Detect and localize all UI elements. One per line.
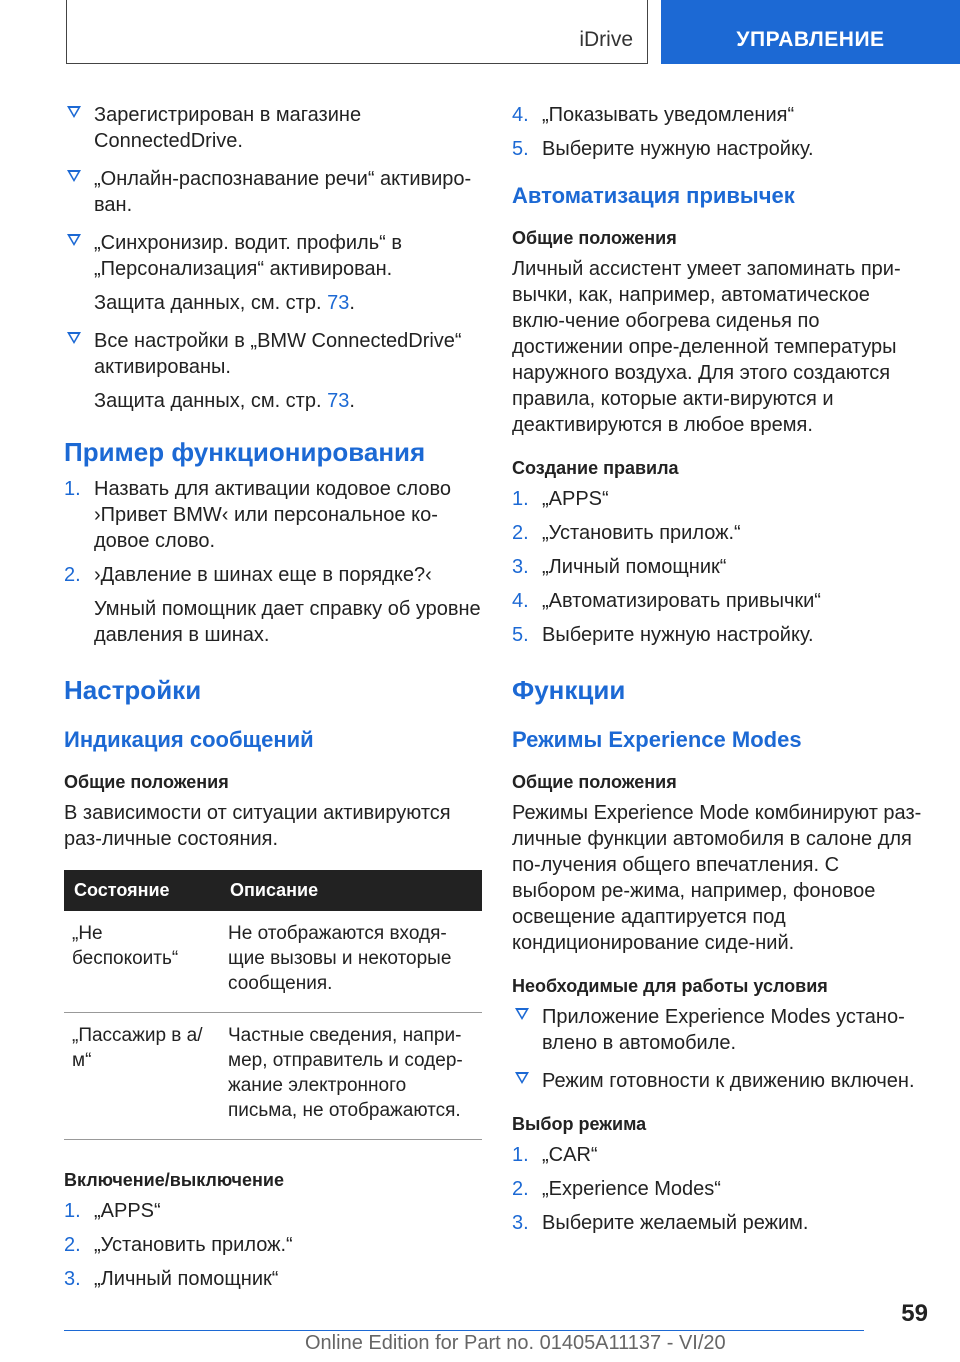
- numbered-step: 2. ›Давление в шинах еще в порядке?‹: [64, 564, 432, 586]
- list-item: „Онлайн-распознавание речи“ активиро-ван.: [64, 166, 482, 218]
- heading-general: Общие положения: [512, 772, 677, 792]
- table-cell: Не отображаются входя-щие вызовы и некоторые сообщения.: [220, 911, 482, 1013]
- triangle-bullet-icon: [515, 1072, 529, 1084]
- triangle-bullet-icon: [67, 332, 81, 344]
- heading-requirements: Необходимые для работы условия: [512, 976, 828, 996]
- triangle-bullet-icon: [67, 170, 81, 182]
- subsection-heading-modes: Режимы Experience Modes: [512, 727, 802, 752]
- table-cell: „Пассажир в а/м“: [64, 1013, 220, 1140]
- subsection-heading-messages: Индикация сообщений: [64, 727, 314, 752]
- heading-mode-select: Выбор режима: [512, 1114, 647, 1134]
- numbered-step: 4. „Показывать уведомления“: [512, 104, 795, 126]
- section-heading-example: Пример функционирования: [64, 437, 426, 467]
- page-number: 59: [901, 1300, 928, 1327]
- numbered-step: 5. Выберите нужную настройку.: [512, 624, 814, 646]
- list-item: Приложение Experience Modes устано-влено в автомобиле.: [512, 1004, 928, 1056]
- heading-general: Общие положения: [512, 228, 677, 248]
- cross-reference: Защита данных, см. стр. 73.: [94, 390, 355, 412]
- numbered-step: 4. „Автоматизировать привычки“: [512, 590, 821, 612]
- table-cell: „Не беспокоить“: [64, 911, 220, 1013]
- header-section-label: iDrive: [579, 28, 633, 51]
- numbered-step: 1. „CAR“: [512, 1144, 598, 1166]
- numbered-step: 2. „Установить прилож.“: [512, 522, 741, 544]
- page-link[interactable]: 73: [327, 390, 350, 412]
- numbered-step: 1. „APPS“: [64, 1200, 161, 1222]
- paragraph: Личный ассистент умеет запоминать при-вычки, как, например, автоматическое вклю-чение обогрева сиденья по достижении опре-деленной температуры наружного воздуха. Для этого создаются правила, которые акти-вируются и деактивируются в любое время.: [512, 258, 901, 436]
- numbered-step: 1. „APPS“: [512, 488, 609, 510]
- numbered-step: 3. „Личный помощник“: [64, 1268, 279, 1290]
- triangle-bullet-icon: [515, 1008, 529, 1020]
- left-column: [64, 102, 482, 1300]
- page-link[interactable]: 73: [327, 292, 350, 314]
- header-box: [66, 0, 648, 64]
- list-item: Режим готовности к движению включен.: [512, 1068, 928, 1094]
- heading-general: Общие положения: [64, 772, 229, 792]
- table-cell: Частные сведения, напри-мер, отправитель и содер-жание электронного письма, не отображаются.: [220, 1013, 482, 1140]
- header-chapter-tab: УПРАВЛЕНИЕ: [661, 0, 960, 64]
- triangle-bullet-icon: [67, 106, 81, 118]
- section-heading-functions: Функции: [512, 675, 626, 705]
- list-item: Все настройки в „BMW ConnectedDrive“ активированы.: [64, 328, 482, 380]
- list-item: Зарегистрирован в магазине ConnectedDrive.: [64, 102, 482, 154]
- subsection-heading-habits: Автоматизация привычек: [512, 183, 795, 208]
- table-row: [64, 1013, 482, 1140]
- list-item: „Синхронизир. водит. профиль“ в „Персонализация“ активирован.: [64, 230, 482, 282]
- numbered-step: 2. „Установить прилож.“: [64, 1234, 293, 1256]
- numbered-step: 2. „Experience Modes“: [512, 1178, 721, 1200]
- paragraph: Режимы Experience Mode комбинируют раз-личные функции автомобиля в салоне для по-лучения общего впечатления. С выбором ре-жима, например, фоновое освещение адаптируется под кондиционирование сиде-ний.: [512, 802, 922, 954]
- footer-divider: [64, 1330, 864, 1331]
- table-header: Описание: [220, 870, 482, 911]
- numbered-step: 3. Выберите желаемый режим.: [512, 1212, 809, 1234]
- states-table: [64, 870, 482, 1140]
- numbered-step: 5. Выберите нужную настройку.: [512, 138, 814, 160]
- heading-create-rule: Создание правила: [512, 458, 679, 478]
- table-row: [64, 911, 482, 1013]
- numbered-step: 3. „Личный помощник“: [512, 556, 727, 578]
- triangle-bullet-icon: [67, 234, 81, 246]
- section-heading-settings: Настройки: [64, 675, 202, 705]
- heading-onoff: Включение/выключение: [64, 1170, 284, 1190]
- paragraph: В зависимости от ситуации активируются раз-личные состояния.: [64, 802, 451, 850]
- cross-reference: Защита данных, см. стр. 73.: [94, 292, 355, 314]
- footer-edition-text: Online Edition for Part no. 01405A11137 - VI/20: [305, 1332, 726, 1354]
- step-note: Умный помощник дает справку об уровне давления в шинах.: [94, 598, 481, 646]
- table-header: Состояние: [64, 870, 220, 911]
- numbered-step: 1. Назвать для активации кодовое слово ›Привет BMW‹ или персональное ко-довое слово.: [64, 478, 451, 552]
- right-column: [512, 102, 928, 1244]
